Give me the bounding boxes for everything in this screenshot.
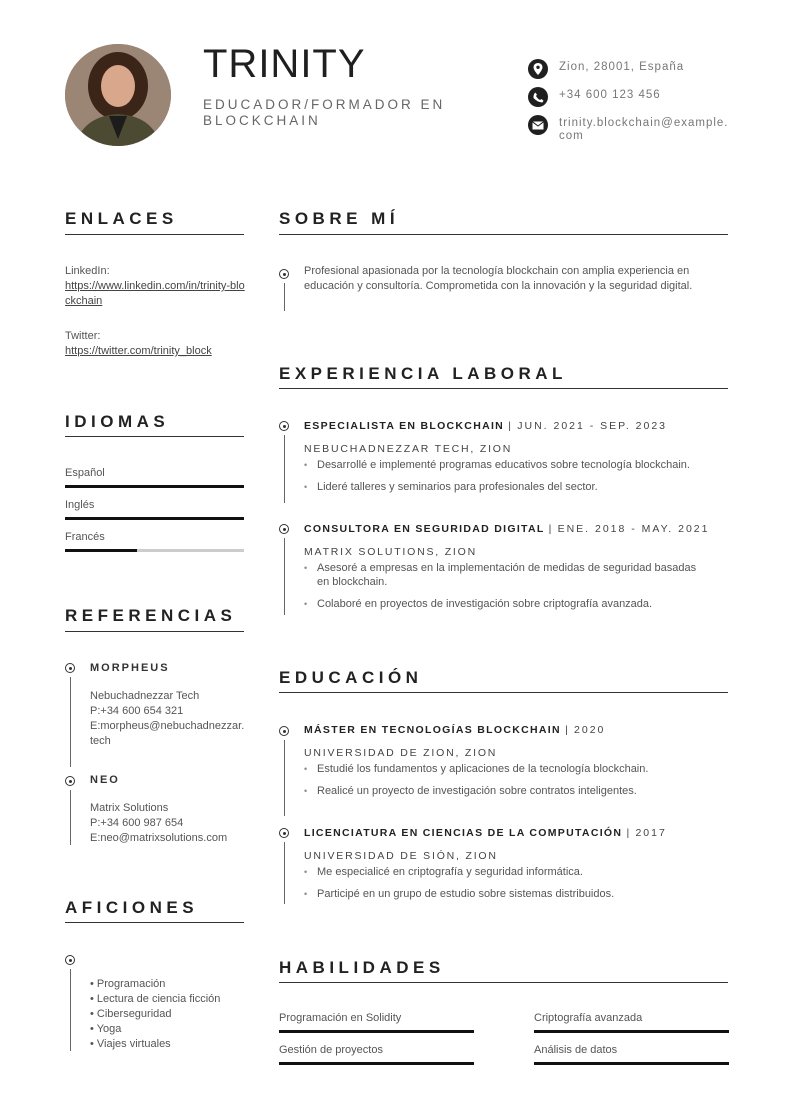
timeline-dot-icon: [279, 726, 289, 736]
profile-photo: [65, 44, 171, 146]
envelope-icon: [528, 115, 548, 135]
section-title-referencias: REFERENCIAS: [65, 606, 237, 625]
link-linkedin: [65, 264, 245, 309]
degree-date: 2017: [635, 827, 667, 839]
language-list: [65, 466, 244, 562]
list-item: • Participé en un grupo de estudio sobre sistemas distribuidos.: [304, 887, 729, 901]
link-label: Twitter:: [65, 330, 101, 342]
reference-details: [90, 801, 250, 846]
job-header: [304, 420, 729, 432]
skill-name: Gestión de proyectos: [279, 1044, 383, 1056]
contact-email[interactable]: [528, 115, 738, 143]
timeline-line: [284, 435, 285, 503]
job-items: [304, 458, 729, 494]
hobby-item: • Ciberseguridad: [90, 1008, 172, 1020]
job-company: NEBUCHADNEZZAR TECH, ZION: [304, 443, 513, 455]
skill-bar-fill: [279, 1062, 474, 1065]
skill-bar-fill: [534, 1030, 729, 1033]
language-bar: [65, 517, 244, 520]
job-header: [304, 523, 729, 535]
degree-date: 2020: [574, 724, 606, 736]
timeline-line: [284, 740, 285, 816]
skill-item: [534, 1044, 729, 1065]
reference-phone: P:+34 600 987 654: [90, 817, 184, 829]
skill-bar: [279, 1030, 474, 1033]
candidate-role: EDUCADOR/FORMADOR EN BLOCKCHAIN: [203, 97, 446, 128]
separator: |: [565, 724, 570, 736]
divider: [279, 692, 728, 693]
divider: [279, 388, 728, 389]
job-company: MATRIX SOLUTIONS, ZION: [304, 546, 477, 558]
job-date: ENE. 2018 - MAY. 2021: [557, 523, 710, 535]
degree-items: [304, 762, 729, 798]
list-item: • Asesoré a empresas en la implementación de medidas de seguridad basadas en blockchain.: [304, 561, 704, 589]
experience-entry: [304, 523, 729, 619]
address-text: Zion, 28001, España: [559, 61, 685, 73]
reference-email[interactable]: E:morpheus@nebuchadnezzar.tech: [90, 720, 245, 747]
about-text: Profesional apasionada por la tecnología blockchain con amplia experiencia en educación y consultoría. Comprometida con la innovación y la seguridad digital.: [304, 265, 693, 292]
language-item: [65, 530, 244, 562]
education-entry: [304, 827, 729, 909]
skill-item: [279, 1044, 474, 1065]
timeline-line: [284, 842, 285, 904]
section-title-habilidades: HABILIDADES: [279, 958, 445, 977]
timeline-dot-icon: [65, 776, 75, 786]
job-items: [304, 561, 704, 611]
contact-phone: [528, 87, 738, 107]
skill-item: [534, 1012, 729, 1033]
section-title-enlaces: ENLACES: [65, 209, 178, 228]
section-title-aficiones: AFICIONES: [65, 898, 199, 917]
link-label: LinkedIn:: [65, 265, 110, 277]
timeline-dot-icon: [279, 269, 289, 279]
language-name: Inglés: [65, 499, 95, 511]
reference-name: MORPHEUS: [90, 662, 170, 674]
degree-school: UNIVERSIDAD DE SIÓN, ZION: [304, 850, 498, 862]
degree-header: [304, 724, 729, 736]
section-title-idiomas: IDIOMAS: [65, 412, 170, 431]
language-name: Francés: [65, 531, 105, 543]
skill-name: Programación en Solidity: [279, 1012, 402, 1024]
phone-icon: [528, 87, 548, 107]
language-bar: [65, 549, 244, 552]
timeline-line: [70, 677, 71, 767]
hobby-item: • Yoga: [90, 1023, 122, 1035]
language-bar-fill: [65, 485, 244, 488]
section-title-sobre-mi: SOBRE MÍ: [279, 209, 400, 228]
map-pin-icon: [528, 59, 548, 79]
divider: [279, 982, 728, 983]
timeline-dot-icon: [279, 421, 289, 431]
divider: [65, 922, 244, 923]
section-title-educacion: EDUCACIÓN: [279, 668, 423, 687]
language-bar-fill: [65, 517, 244, 520]
timeline-line: [70, 969, 71, 1051]
skill-item: [279, 1012, 474, 1033]
degree-header: [304, 827, 729, 839]
skill-bar: [534, 1030, 729, 1033]
timeline-line: [284, 283, 285, 311]
hobby-item: • Viajes virtuales: [90, 1038, 171, 1050]
degree-title: LICENCIATURA EN CIENCIAS DE LA COMPUTACIÓN: [304, 827, 623, 839]
timeline-dot-icon: [65, 663, 75, 673]
skill-bar: [279, 1062, 474, 1065]
job-title: ESPECIALISTA EN BLOCKCHAIN: [304, 420, 505, 432]
skill-name: Análisis de datos: [534, 1044, 618, 1056]
skill-bar-fill: [279, 1030, 474, 1033]
skill-bar-fill: [534, 1062, 729, 1065]
degree-items: [304, 865, 729, 901]
skill-bar: [534, 1062, 729, 1065]
job-date: JUN. 2021 - SEP. 2023: [517, 420, 668, 432]
education-entry: [304, 724, 729, 806]
reference-name: NEO: [90, 774, 120, 786]
divider: [65, 436, 244, 437]
timeline-dot-icon: [65, 955, 75, 965]
language-name: Español: [65, 467, 105, 479]
hobby-item: • Lectura de ciencia ficción: [90, 993, 221, 1005]
timeline-dot-icon: [279, 828, 289, 838]
timeline-line: [284, 538, 285, 615]
reference-company: Matrix Solutions: [90, 802, 169, 814]
divider: [65, 631, 244, 632]
reference-company: Nebuchadnezzar Tech: [90, 690, 200, 702]
experience-entry: [304, 420, 729, 502]
phone-text: +34 600 123 456: [559, 89, 661, 101]
list-item: • Estudié los fundamentos y aplicaciones de la tecnología blockchain.: [304, 762, 729, 776]
separator: |: [626, 827, 632, 839]
twitter-url[interactable]: https://twitter.com/trinity_block: [65, 345, 212, 357]
list-item: • Colaboré en proyectos de investigación sobre criptografía avanzada.: [304, 597, 704, 611]
job-title: CONSULTORA EN SEGURIDAD DIGITAL: [304, 523, 545, 535]
separator: |: [508, 420, 514, 432]
language-item: [65, 466, 244, 498]
degree-title: MÁSTER EN TECNOLOGÍAS BLOCKCHAIN: [304, 724, 561, 736]
list-item: • Lideré talleres y seminarios para profesionales del sector.: [304, 480, 729, 494]
section-title-experiencia: EXPERIENCIA LABORAL: [279, 364, 567, 383]
list-item: • Me especialicé en criptografía y seguridad informática.: [304, 865, 729, 879]
reference-email[interactable]: E:neo@matrixsolutions.com: [90, 832, 228, 844]
link-twitter: [65, 329, 245, 359]
contact-address: [528, 59, 738, 79]
linkedin-url[interactable]: https://www.linkedin.com/in/trinity-blockchain: [65, 280, 245, 307]
reference-phone: P:+34 600 654 321: [90, 705, 184, 717]
hobby-list: [90, 977, 220, 1052]
language-bar-fill: [65, 549, 137, 552]
separator: |: [548, 523, 554, 535]
divider: [65, 234, 244, 235]
email-text[interactable]: trinity.blockchain@example.com: [559, 117, 729, 142]
timeline-line: [70, 790, 71, 845]
reference-details: [90, 689, 245, 749]
skill-name: Criptografía avanzada: [534, 1012, 643, 1024]
language-bar: [65, 485, 244, 488]
language-item: [65, 498, 244, 530]
candidate-name: TRINITY: [203, 42, 366, 86]
timeline-dot-icon: [279, 524, 289, 534]
list-item: • Realicé un proyecto de investigación sobre contratos inteligentes.: [304, 784, 729, 798]
degree-school: UNIVERSIDAD DE ZION, ZION: [304, 747, 498, 759]
hobby-item: • Programación: [90, 978, 166, 990]
divider: [279, 234, 728, 235]
list-item: • Desarrollé e implementé programas educativos sobre tecnología blockchain.: [304, 458, 729, 472]
